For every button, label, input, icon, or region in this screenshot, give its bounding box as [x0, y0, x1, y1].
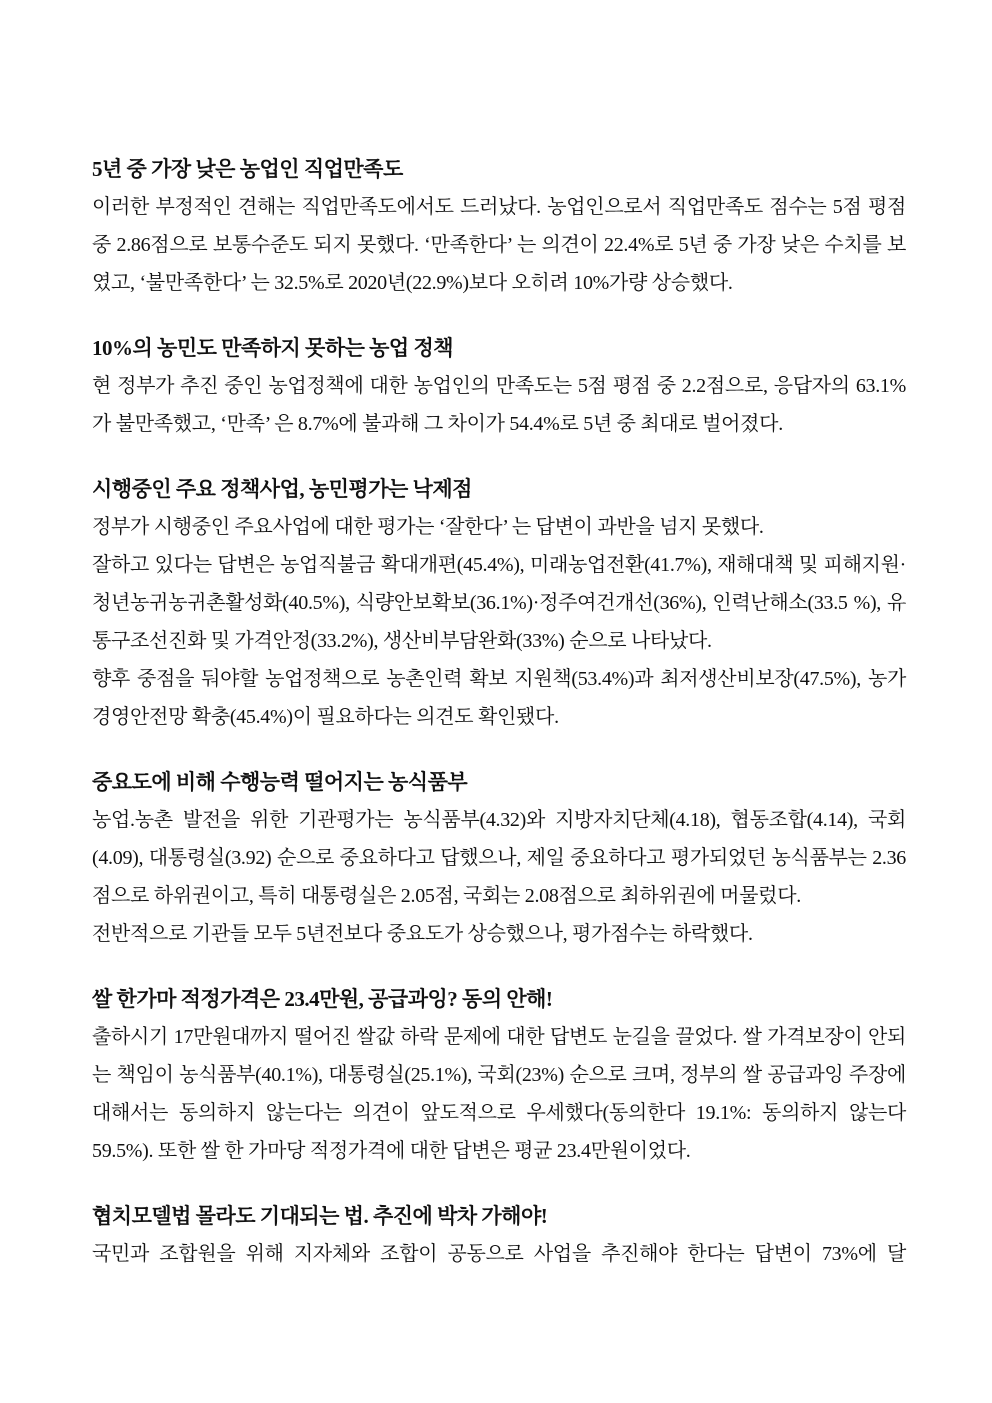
section-cooperation-model-law	[92, 1197, 906, 1273]
paragraph: 정부가 시행중인 주요사업에 대한 평가는 ‘잘한다’ 는 답변이 과반을 넘지 못했다.	[92, 516, 764, 538]
section-rice-price	[92, 980, 906, 1170]
paragraph: 전반적으로 기관들 모두 5년전보다 중요도가 상승했으나, 평가점수는 하락했다.	[92, 923, 753, 945]
section-heading: 협치모델법 몰라도 기대되는 법. 추진에 박차 가해야!	[92, 1204, 548, 1228]
section-ministry-evaluation	[92, 763, 906, 953]
section-job-satisfaction	[92, 150, 906, 302]
paragraph: 출하시기 17만원대까지 떨어진 쌀값 하락 문제에 대한 답변도 눈길을 끌었다. 쌀 가격보장이 안되는 책임이 농식품부(40.1%), 대통령실(25.1%), 국회(23%) 순으로 크며, 정부의 쌀 공급과잉 주장에 대해서는 동의하지 않는다는 의견이 앞도적으로 우세했다(동의한다 19.1%: 동의하지 않는다 59.5%). 또한 쌀 한 가마당 적정가격에 대한 답변은 평균 23.4만원이었다.	[92, 1026, 906, 1162]
paragraph: 농업.농촌 발전을 위한 기관평가는 농식품부(4.32)와 지방자치단체(4.18), 협동조합(4.14), 국회(4.09), 대통령실(3.92) 순으로 중요하다고 답했으나, 제일 중요하다고 평가되었던 농식품부는 2.36점으로 하위권이고, 특히 대통령실은 2.05점, 국회는 2.08점으로 최하위권에 머물렀다.	[92, 809, 906, 907]
paragraph: 향후 중점을 둬야할 농업정책으로 농촌인력 확보 지원책(53.4%)과 최저생산비보장(47.5%), 농가경영안전망 확충(45.4%)이 필요하다는 의견도 확인됐다.	[92, 668, 906, 728]
section-heading: 시행중인 주요 정책사업, 농민평가는 낙제점	[92, 477, 472, 501]
section-heading: 10%의 농민도 만족하지 못하는 농업 정책	[92, 336, 454, 360]
paragraph: 현 정부가 추진 중인 농업정책에 대한 농업인의 만족도는 5점 평점 중 2.2점으로, 응답자의 63.1%가 불만족했고, ‘만족’ 은 8.7%에 불과해 그 차이가 54.4%로 5년 중 최대로 벌어졌다.	[92, 375, 906, 435]
paragraph: 이러한 부정적인 견해는 직업만족도에서도 드러났다. 농업인으로서 직업만족도 점수는 5점 평점 중 2.86점으로 보통수준도 되지 못했다. ‘만족한다’ 는 의견이 22.4%로 5년 중 가장 낮은 수치를 보였고, ‘불만족한다’ 는 32.5%로 2020년(22.9%)보다 오히려 10%가량 상승했다.	[92, 196, 906, 294]
paragraph: 국민과 조합원을 위해 지자체와 조합이 공동으로 사업을 추진해야 한다는 답변이 73%에 달	[92, 1243, 906, 1265]
section-policy-projects-grade	[92, 470, 906, 736]
section-heading: 5년 중 가장 낮은 농업인 직업만족도	[92, 157, 403, 181]
section-heading: 쌀 한가마 적정가격은 23.4만원, 공급과잉? 동의 안해!	[92, 987, 553, 1011]
document-content	[92, 150, 906, 1300]
section-policy-satisfaction	[92, 329, 906, 443]
paragraph: 잘하고 있다는 답변은 농업직불금 확대개편(45.4%), 미래농업전환(41.7%), 재해대책 및 피해지원·청년농귀농귀촌활성화(40.5%), 식량안보확보(36.1%)·정주여건개선(36%), 인력난해소(33.5 %), 유통구조선진화 및 가격안정(33.2%), 생산비부담완화(33%) 순으로 나타났다.	[92, 554, 906, 652]
section-heading: 중요도에 비해 수행능력 떨어지는 농식품부	[92, 770, 468, 794]
